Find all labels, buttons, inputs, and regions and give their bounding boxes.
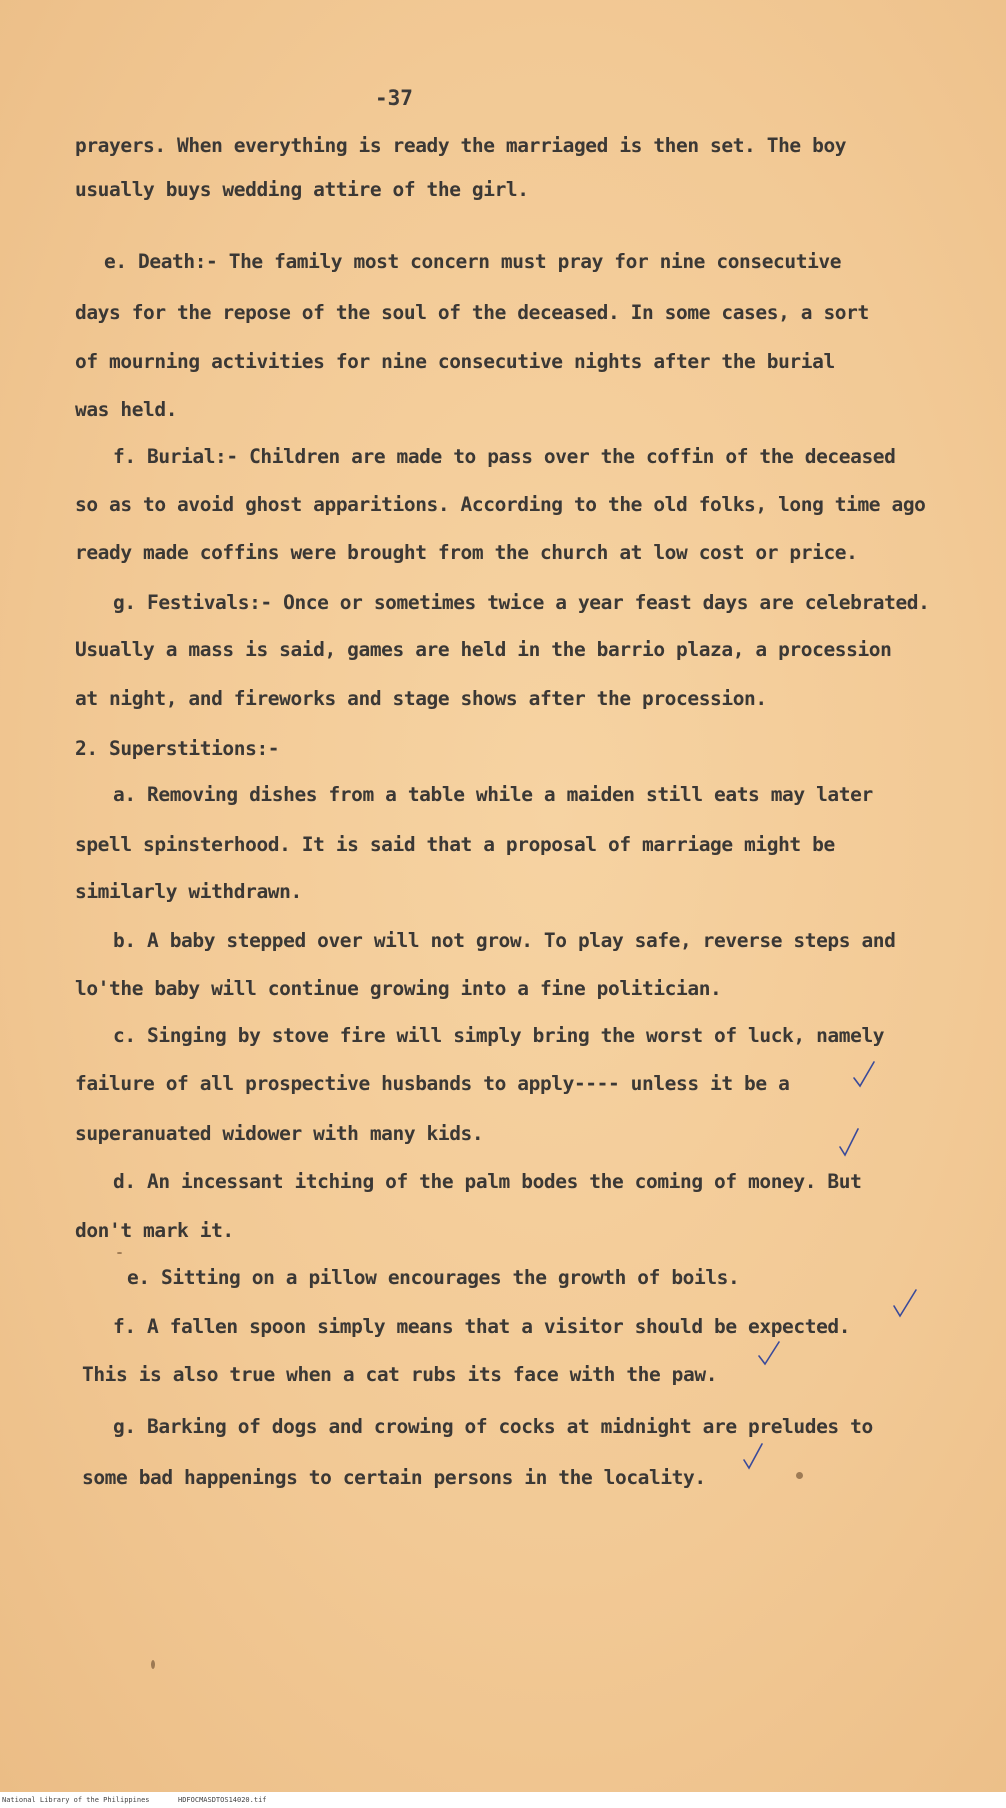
text-line: similarly withdrawn.: [75, 880, 302, 903]
text-line: Usually a mass is said, games are held in the barrio plaza, a procession: [75, 638, 892, 661]
check-mark-icon: [850, 1058, 880, 1092]
footer-file: HDFOCMASDTOS14020.tif: [178, 1796, 267, 1804]
text-line: f. A fallen spoon simply means that a visitor should be expected.: [113, 1315, 851, 1338]
check-mark-icon: [740, 1440, 770, 1474]
text-line: of mourning activities for nine consecutive nights after the burial: [75, 350, 835, 373]
text-line: g. Festivals:- Once or sometimes twice a year feast days are celebrated.: [113, 591, 930, 614]
text-line: failure of all prospective husbands to apply---- unless it be a: [75, 1072, 790, 1095]
text-line: b. A baby stepped over will not grow. To play safe, reverse steps and: [113, 929, 896, 952]
text-line: so as to avoid ghost apparitions. According to the old folks, long time ago: [75, 493, 926, 516]
text-line: lo'the baby will continue growing into a fine politician.: [75, 977, 722, 1000]
text-line: g. Barking of dogs and crowing of cocks at midnight are preludes to: [113, 1415, 873, 1438]
text-line: prayers. When everything is ready the marriaged is then set. The boy: [75, 134, 847, 157]
check-mark-icon: [836, 1125, 866, 1159]
paper-stain: [796, 1472, 803, 1479]
check-mark-icon: [755, 1338, 785, 1372]
text-line: days for the repose of the soul of the deceased. In some cases, a sort: [75, 301, 869, 324]
text-line: spell spinsterhood. It is said that a proposal of marriage might be: [75, 833, 835, 856]
text-line: ready made coffins were brought from the church at low cost or price.: [75, 541, 858, 564]
text-line: c. Singing by stove fire will simply bring the worst of luck, namely: [113, 1024, 885, 1047]
paper-stain: [151, 1660, 155, 1669]
text-line: d. An incessant itching of the palm bodes the coming of money. But: [113, 1170, 862, 1193]
text-line: 2. Superstitions:-: [75, 737, 280, 760]
text-line: superanuated widower with many kids.: [75, 1122, 484, 1145]
text-line: don't mark it.: [75, 1219, 234, 1242]
text-line: e. Death:- The family most concern must pray for nine consecutive: [104, 250, 842, 273]
scan-footer: [0, 1792, 1006, 1808]
text-line: some bad happenings to certain persons in the locality.: [82, 1466, 706, 1489]
footer-source: National Library of the Philippines: [2, 1796, 150, 1804]
page-number: -37: [375, 86, 413, 110]
text-line: at night, and fireworks and stage shows after the procession.: [75, 687, 767, 710]
paper-stain: [117, 1252, 122, 1254]
text-line: f. Burial:- Children are made to pass over the coffin of the deceased: [113, 445, 896, 468]
check-mark-icon: [890, 1288, 920, 1322]
text-line: was held.: [75, 398, 178, 421]
text-line: This is also true when a cat rubs its face with the paw.: [82, 1363, 718, 1386]
text-line: a. Removing dishes from a table while a maiden still eats may later: [113, 783, 873, 806]
text-line: e. Sitting on a pillow encourages the growth of boils.: [127, 1266, 740, 1289]
text-line: usually buys wedding attire of the girl.: [75, 178, 529, 201]
